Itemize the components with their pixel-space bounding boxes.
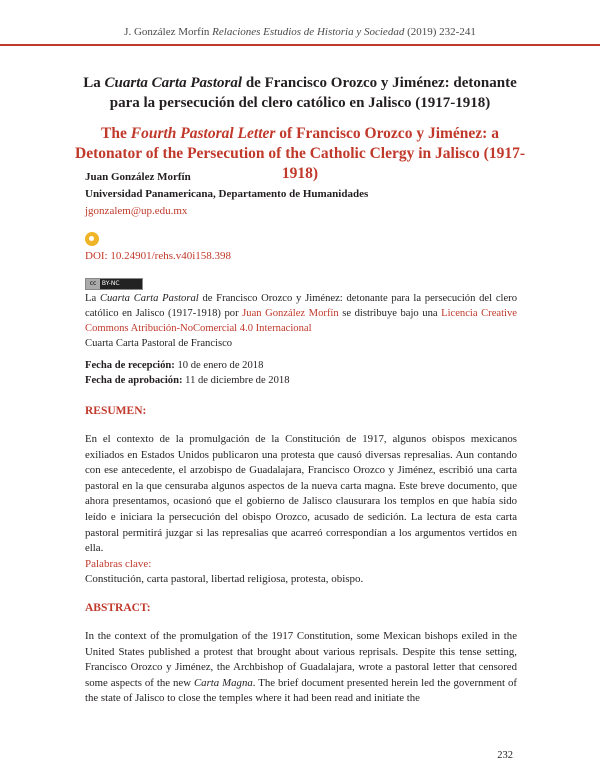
author-email-link[interactable]: jgonzalem@up.edu.mx bbox=[85, 205, 188, 217]
license-link[interactable]: Licencia Creative Commons Atribución-NoComercial 4.0 Internacional bbox=[85, 308, 517, 334]
title-en-suffix: of Francisco Orozco y Jiménez: a Detonator of the Persecution of the Catholic Clergy in Jalisco (1917-1918) bbox=[75, 125, 525, 182]
keywords-list: Constitución, carta pastoral, libertad religiosa, protesta, obispo. bbox=[85, 573, 364, 585]
abstract-italic: Carta Magna bbox=[193, 676, 253, 689]
page-number: 232 bbox=[497, 750, 513, 761]
cc-badge-prefix: cc bbox=[86, 279, 100, 289]
approved-label: Fecha de aprobación: bbox=[85, 375, 183, 386]
title-en-prefix: The bbox=[101, 125, 131, 142]
abstract-text-2: . The brief document presented herein led the government of the state of Jalisco to close the temples where it had been read and initiate the bbox=[85, 676, 517, 705]
title-es-italic: Cuarta Carta Pastoral bbox=[104, 75, 243, 91]
approved-date: 11 de diciembre de 2018 bbox=[182, 375, 290, 386]
license-text-2: de Francisco Orozco y Jiménez: detonante para la persecución del clero católico en Jalisco (1917-1918) por bbox=[85, 293, 518, 319]
received-date: 10 de enero de 2018 bbox=[174, 360, 264, 371]
license-text-1: La bbox=[85, 293, 100, 304]
title-en-italic: Fourth Pastoral Letter bbox=[130, 125, 276, 142]
license-note: Cuarta Carta Pastoral de Francisco bbox=[85, 338, 233, 349]
running-header bbox=[0, 26, 600, 38]
abstract-text-1: In the context of the promulgation of the 1917 Constitution, some Mexican bishops exiled in the United States published a protest that brought about various reprisals. Despite this tense setting, Francisco Orozco y Jiménez, the Archbishop of Guadalajara, wrote a pastoral letter that censored some aspects of the new bbox=[85, 630, 517, 689]
license-text-italic: Cuarta Carta Pastoral bbox=[99, 293, 199, 304]
license-statement bbox=[85, 291, 517, 351]
abstract-body bbox=[85, 629, 517, 707]
keywords-label: Palabras clave: bbox=[85, 558, 152, 570]
resumen-body: En el contexto de la promulgación de la Constitución de 1917, algunos obispos mexicanos exiliados en Estados Unidos publicaron una protesta que causó diversas represalias. Aun contando con ese antecedente, el arzobispo de Guadalajara, Francisco Orozco y Jiménez, escribió una carta pastoral en la que censuraba algunos aspectos de la nueva carta magna. Este breve documento, que ahora presentamos, ocasionó que el gobierno de Jalisco clausurara los templos en que había sido leído e iniciara la persecución del obispo Orozco, acusado de sedición. La lectura de esta carta pastoral permitirá juzgar si las represalias que acarreó correspondían a los argumentos vertidos en ella. bbox=[85, 433, 517, 555]
title-es-prefix: La bbox=[83, 75, 105, 91]
title-spanish bbox=[70, 73, 530, 113]
dates-block bbox=[85, 358, 290, 388]
doi-icon bbox=[85, 232, 99, 246]
received-label: Fecha de recepción: bbox=[85, 360, 175, 371]
creative-commons-badge-icon[interactable] bbox=[85, 278, 143, 290]
header-journal: Relaciones Estudios de Historia y Sociedad bbox=[212, 26, 405, 38]
header-rule bbox=[0, 44, 600, 46]
header-year: (2019) bbox=[407, 26, 437, 38]
doi-link[interactable]: DOI: 10.24901/rehs.v40i158.398 bbox=[85, 250, 232, 262]
header-pages: 232-241 bbox=[439, 26, 476, 38]
resumen-heading: RESUMEN: bbox=[85, 405, 147, 417]
license-author-link[interactable]: Juan González Morfín bbox=[242, 308, 339, 319]
author-name: Juan González Morfín bbox=[85, 171, 191, 183]
author-affiliation: Universidad Panamericana, Departamento de Humanidades bbox=[85, 188, 369, 200]
title-es-suffix: de Francisco Orozco y Jiménez: detonante para la persecución del clero católico en Jalisco (1917-1918) bbox=[109, 75, 517, 111]
cc-badge-label: BY-NC bbox=[101, 280, 120, 287]
license-text-3: se distribuye bajo una bbox=[338, 308, 442, 319]
abstract-heading: ABSTRACT: bbox=[85, 602, 151, 614]
header-author: J. González Morfín bbox=[124, 26, 210, 38]
